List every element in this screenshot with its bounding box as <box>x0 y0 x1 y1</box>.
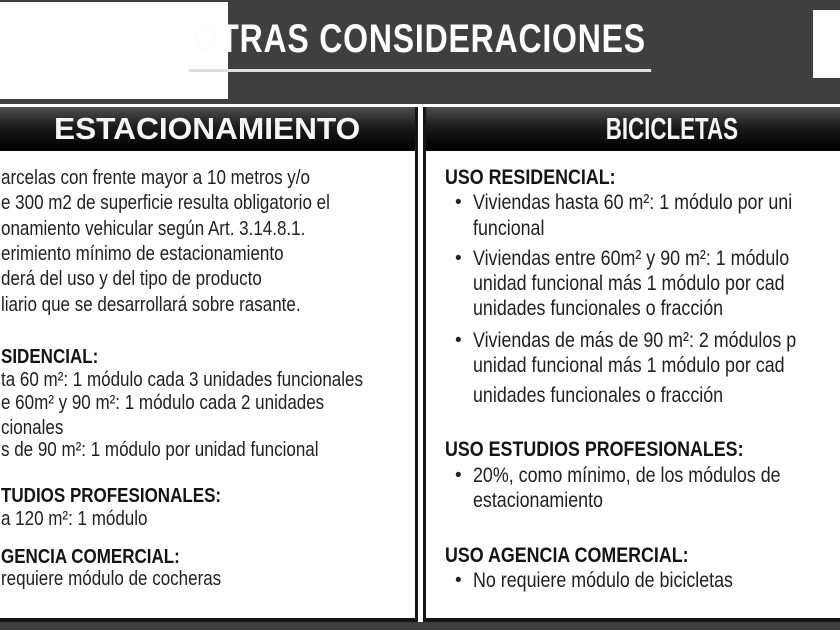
text-line: e 300 m2 de superficie resulta obligatorio el <box>1 192 330 214</box>
text-line: cionales <box>1 417 64 439</box>
bullet-line: • Viviendas hasta 60 m²: 1 módulo por uni <box>455 191 793 214</box>
title-band <box>0 0 840 104</box>
section-heading: USO ESTUDIOS PROFESIONALES: <box>445 438 744 461</box>
bullet-icon: • <box>455 570 462 591</box>
bullet-line: • Viviendas de más de 90 m²: 2 módulos p <box>455 329 797 352</box>
section-heading: SIDENCIAL: <box>1 346 99 368</box>
panel-header-estacionamiento <box>0 107 415 151</box>
panel-header-bicicletas <box>426 107 840 151</box>
text-line: liario que se desarrollará sobre rasante. <box>1 294 301 316</box>
panel-title: BICICLETAS <box>605 111 738 146</box>
text-line: e 60m² y 90 m²: 1 módulo cada 2 unidades <box>1 392 325 414</box>
bullet-line: • No requiere módulo de bicicletas <box>455 569 733 592</box>
bullet-icon: • <box>455 330 462 351</box>
text-line: unidad funcional más 1 módulo por cad <box>473 272 785 295</box>
text-line: requiere módulo de cocheras <box>1 568 222 590</box>
title-container <box>0 18 840 72</box>
text-line: ta 60 m²: 1 módulo cada 3 unidades funcionales <box>1 369 363 391</box>
text-line: derá del uso y del tipo de producto <box>1 268 262 290</box>
text-line: funcional <box>473 217 545 240</box>
bullet-icon: • <box>455 248 462 269</box>
section-heading: TUDIOS PROFESIONALES: <box>1 485 222 507</box>
section-heading: GENCIA COMERCIAL: <box>1 546 180 568</box>
text-line: unidades funcionales o fracción <box>473 297 724 320</box>
text-line: unidades funcionales o fracción <box>473 384 724 407</box>
bullet-line: • 20%, como mínimo, de los módulos de <box>455 464 781 487</box>
text-line: s de 90 m²: 1 módulo por unidad funcional <box>1 439 319 461</box>
text-line: arcelas con frente mayor a 10 metros y/o <box>1 167 310 189</box>
bullet-icon: • <box>455 192 462 213</box>
text-line: onamiento vehicular según Art. 3.14.8.1. <box>1 218 306 240</box>
bullet-icon: • <box>455 465 462 486</box>
text-line: a 120 m²: 1 módulo <box>1 508 148 530</box>
panel-estacionamiento <box>0 107 418 622</box>
slide-title: OTRAS CONSIDERACIONES <box>189 18 651 72</box>
section-heading: USO RESIDENCIAL: <box>445 166 616 189</box>
text-line: estacionamiento <box>473 489 603 512</box>
panel-title: ESTACIONAMIENTO <box>54 111 361 146</box>
text-line: erimiento mínimo de estacionamiento <box>1 243 284 265</box>
bullet-line: • Viviendas entre 60m² y 90 m²: 1 módulo <box>455 247 790 270</box>
panel-bicicletas <box>423 107 840 622</box>
text-line: unidad funcional más 1 módulo por cad <box>473 354 785 377</box>
section-heading: USO AGENCIA COMERCIAL: <box>445 544 689 567</box>
